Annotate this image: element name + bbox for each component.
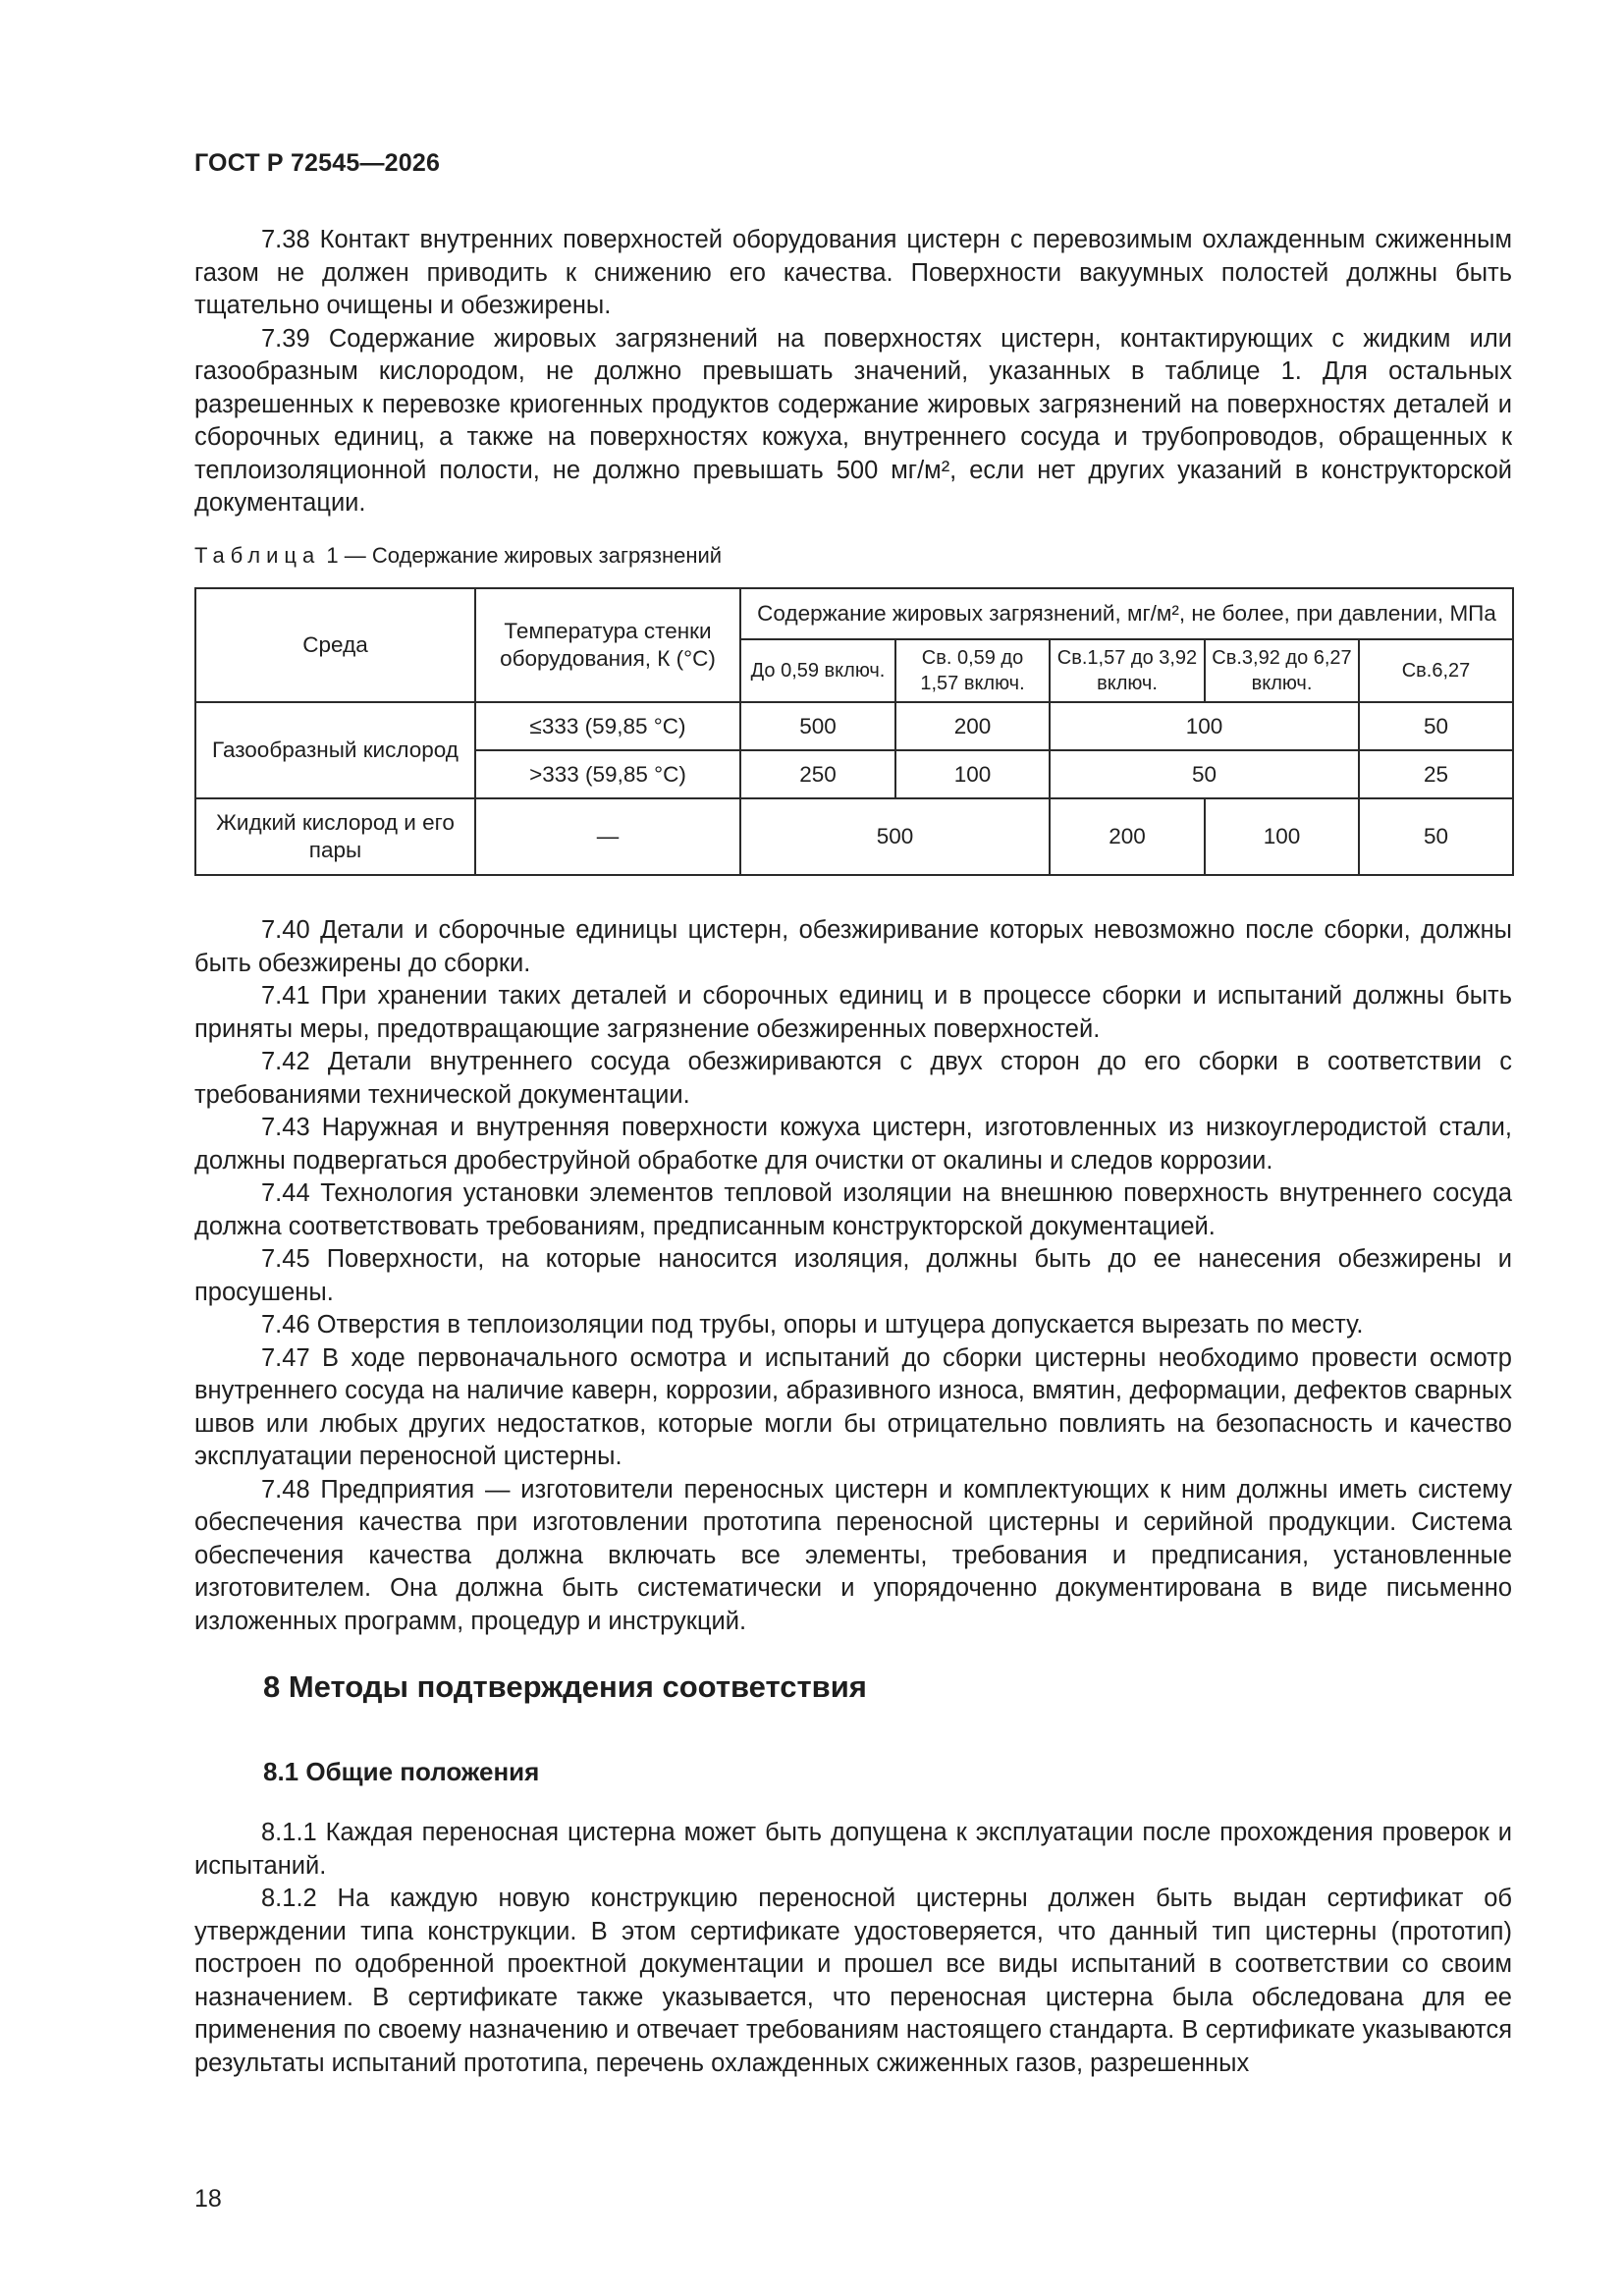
cell-value: 100 [895, 750, 1050, 798]
paragraph-7-48: 7.48 Предприятия — изготовители переносных цистерн и комплектующих к ним должны иметь систему обеспечения качества при изготовлении прототипа переносной цистерны и серийной продукции. Система обеспечения качества должна включать все элементы, требования и предписания, установленные изготовителем. Она должна быть систематически и упорядоченно документирована в виде письменно изложенных программ, процедур и инструкций. [194, 1475, 1512, 1635]
document-code-header: ГОСТ Р 72545—2026 [194, 149, 441, 177]
cell-value: 25 [1359, 750, 1513, 798]
paragraph-7-38: 7.38 Контакт внутренних поверхностей оборудования цистерн с перевозимым охлажденным сжиженным газом не должен приводить к снижению его качества. Поверхности вакуумных полостей должны быть тщательно очищены и обезжирены. [194, 226, 1512, 319]
table-caption-title: 1 — Содержание жировых загрязнений [326, 543, 723, 568]
paragraph-7-43: 7.43 Наружная и внутренняя поверхности кожуха цистерн, изготовленных из низкоуглеродистой стали, должны подвергаться дробеструйной обработке для очистки от окалины и следов коррозии. [194, 1114, 1512, 1175]
cell-medium-gas: Газообразный кислород [195, 702, 475, 798]
table-row [195, 702, 1513, 750]
paragraph-7-39: 7.39 Содержание жировых загрязнений на поверхностях цистерн, контактирующих с жидким или газообразным кислородом, не должно превышать значений, указанных в таблице 1. Для остальных разрешенных к перевозке криогенных продуктов содержание жировых загрязнений на поверхностях деталей и сборочных единиц, а также на поверхностях кожуха, внутреннего сосуда и трубопроводов, обращенных к теплоизоляционной полости, не должно превышать 500 мг/м², если нет других указаний в конструкторской документации. [194, 324, 1512, 517]
header-pressure-2: Св. 0,59 до 1,57 включ. [895, 639, 1050, 702]
paragraphs-top [194, 224, 1512, 520]
header-medium: Среда [195, 588, 475, 702]
paragraph-7-45: 7.45 Поверхности, на которые наносится изоляция, должны быть до ее нанесения обезжирены и просушены. [194, 1245, 1512, 1306]
cell-value: 500 [740, 702, 895, 750]
cell-temp: — [475, 798, 740, 875]
header-pressure-1: До 0,59 включ. [740, 639, 895, 702]
paragraph-7-44: 7.44 Технология установки элементов тепловой изоляции на внешнюю поверхность внутреннего сосуда должна соответствовать требованиям, предписанным конструкторской документацией. [194, 1179, 1512, 1240]
table-caption [194, 543, 722, 569]
table-row [195, 798, 1513, 875]
cell-value: 200 [895, 702, 1050, 750]
cell-value: 50 [1359, 798, 1513, 875]
paragraphs-section-8 [194, 1817, 1512, 2080]
paragraph-7-40: 7.40 Детали и сборочные единицы цистерн, обезжиривание которых невозможно после сборки, должны быть обезжирены до сборки. [194, 916, 1512, 977]
header-pressure-4: Св.3,92 до 6,27 включ. [1205, 639, 1359, 702]
paragraph-7-41: 7.41 При хранении таких деталей и сборочных единиц и в процессе сборки и испытаний должны быть приняты меры, предотвращающие загрязнение обезжиренных поверхностей. [194, 982, 1512, 1043]
header-temperature: Температура стенки оборудования, К (°С) [475, 588, 740, 702]
cell-temp: ≤333 (59,85 °С) [475, 702, 740, 750]
cell-value: 50 [1050, 750, 1359, 798]
page-number: 18 [194, 2185, 222, 2213]
cell-medium-liquid: Жидкий кислород и его пары [195, 798, 475, 875]
paragraph-7-46: 7.46 Отверстия в теплоизоляции под трубы, опоры и штуцера допускается вырезать по месту. [261, 1311, 1364, 1339]
section-8-heading: 8 Методы подтверждения соответствия [263, 1669, 867, 1704]
cell-value: 100 [1205, 798, 1359, 875]
cell-value: 500 [740, 798, 1050, 875]
section-8-1-heading: 8.1 Общие положения [263, 1757, 540, 1786]
header-contamination-group: Содержание жировых загрязнений, мг/м², не более, при давлении, МПа [740, 588, 1513, 639]
cell-value: 200 [1050, 798, 1205, 875]
table-caption-word: Таблица [194, 543, 321, 568]
paragraph-8-1-2: 8.1.2 На каждую новую конструкцию переносной цистерны должен быть выдан сертификат об утверждении типа конструкции. В этом сертификате удостоверяется, что данный тип цистерны (прототип) построен по одобренной проектной документации и прошел все виды испытаний в соответствии со своим назначением. В сертификате также указывается, что переносная цистерна была обследована для ее применения по своему назначению и отвечает требованиям настоящего стандарта. В сертификате указываются результаты испытаний прототипа, перечень охлажденных сжиженных газов, разрешенных [194, 1885, 1512, 2077]
cell-value: 50 [1359, 702, 1513, 750]
paragraph-7-47: 7.47 В ходе первоначального осмотра и испытаний до сборки цистерны необходимо провести осмотр внутреннего сосуда на наличие каверн, коррозии, абразивного износа, вмятин, деформации, дефектов сварных швов или любых других недостатков, которые могли бы отрицательно повлиять на безопасность и качество эксплуатации переносной цистерны. [194, 1343, 1512, 1470]
cell-value: 250 [740, 750, 895, 798]
fat-contamination-table [194, 587, 1514, 876]
paragraph-8-1-1: 8.1.1 Каждая переносная цистерна может быть допущена к эксплуатации после прохождения проверок и испытаний. [194, 1819, 1512, 1880]
header-pressure-3: Св.1,57 до 3,92 включ. [1050, 639, 1205, 702]
paragraphs-mid [194, 914, 1512, 1638]
cell-temp: >333 (59,85 °С) [475, 750, 740, 798]
header-pressure-5: Св.6,27 [1359, 639, 1513, 702]
paragraph-7-42: 7.42 Детали внутреннего сосуда обезжириваются с двух сторон до его сборки в соответствии с требованиями технической документации. [194, 1048, 1512, 1109]
cell-value: 100 [1050, 702, 1359, 750]
